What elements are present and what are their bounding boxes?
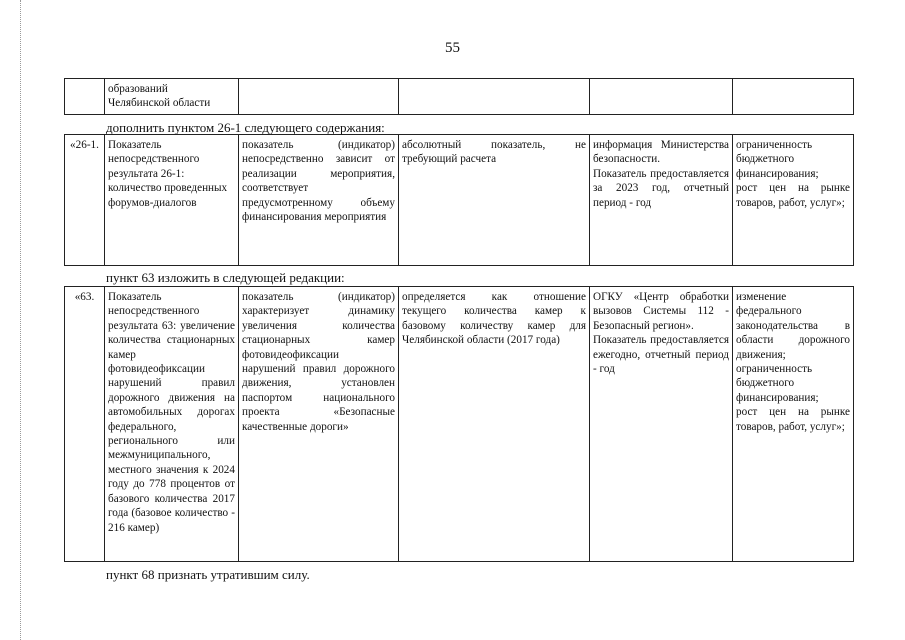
- row-number-cell: «26-1.: [65, 135, 105, 266]
- instruction-repeal-item-68: пункт 68 признать утратившим силу.: [106, 567, 310, 582]
- table-row: [65, 287, 854, 562]
- table-row: [65, 135, 854, 266]
- description-cell: показатель (индикатор) характеризует динамику увеличения количества стационарных камер фотовидеофиксации нарушений правил дорожного движения, установлен паспортом национального проекта «Безопасные качественные дороги»: [239, 287, 399, 562]
- risks-cell: изменение федерального законодательства в области дорожного движения; ограниченность бюджетного финансирования; рост цен на рынке товаров, работ, услуг»;: [733, 287, 854, 562]
- table-fragment-previous: [64, 78, 854, 115]
- table-row: [65, 79, 854, 115]
- method-cell: абсолютный показатель, не требующий расчета: [399, 135, 590, 266]
- risks-cell: ограниченность бюджетного финансирования; рост цен на рынке товаров, работ, услуг»;: [733, 135, 854, 266]
- source-cell: ОГКУ «Центр обработки вызовов Системы 112 - Безопасный регион». Показатель предоставляется ежегодно, отчетный период - год: [590, 287, 733, 562]
- description-cell: [239, 79, 399, 115]
- description-cell: показатель (индикатор) непосредственно зависит от реализации мероприятия, соответствует предусмотренному объему финансирования мероприятия: [239, 135, 399, 266]
- method-cell: [399, 79, 590, 115]
- row-number-cell: [65, 79, 105, 115]
- row-number-cell: «63.: [65, 287, 105, 562]
- indicator-cell: Показатель непосредственного результата 26-1: количество проведенных форумов-диалогов: [105, 135, 239, 266]
- source-cell: информация Министерства безопасности. Показатель предоставляется за 2023 год, отчетный период - год: [590, 135, 733, 266]
- table-row-26-1: [64, 134, 854, 266]
- risks-cell: [733, 79, 854, 115]
- instruction-replace-item-63: пункт 63 изложить в следующей редакции:: [106, 270, 345, 285]
- method-cell: определяется как отношение текущего количества камер к базовому количеству камер для Челябинской области (2017 года): [399, 287, 590, 562]
- instruction-add-item-26-1: дополнить пунктом 26-1 следующего содержания:: [106, 120, 385, 135]
- table-row-63: [64, 286, 854, 562]
- page-number: 55: [445, 40, 460, 56]
- scan-edge-line: [20, 0, 21, 640]
- indicator-cell: Показатель непосредственного результата 63: увеличение количества стационарных камер фотовидеофиксации нарушений правил дорожного движения на автомобильных дорогах федерального, регионального или межмуниципального, местного значения к 2024 году до 778 процентов от базового количества 2017 года (базовое количество - 216 камер): [105, 287, 239, 562]
- indicator-cell: образований Челябинской области: [105, 79, 239, 115]
- source-cell: [590, 79, 733, 115]
